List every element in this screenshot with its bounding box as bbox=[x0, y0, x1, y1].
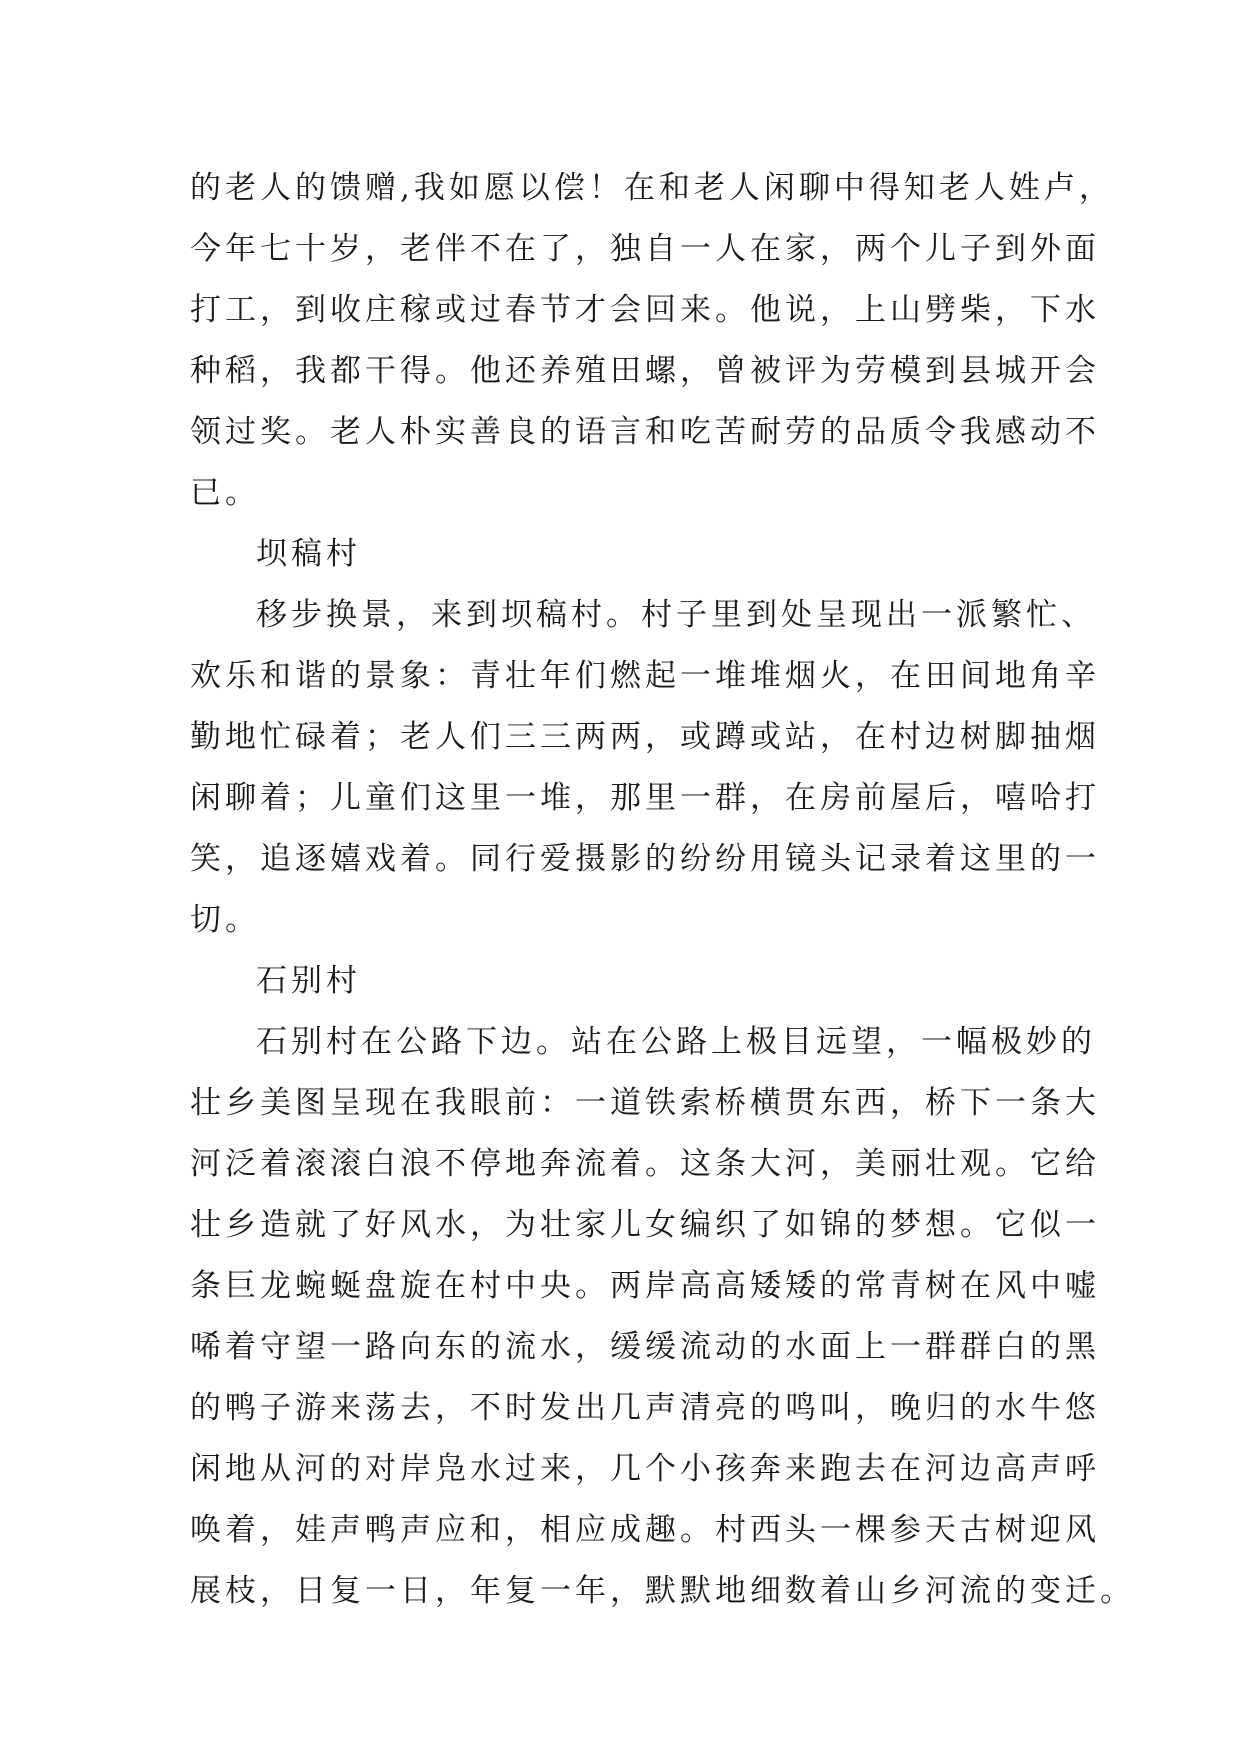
text-line: 唏着守望一路向东的流水，缓缓流动的水面上一群群白的黑 bbox=[190, 1329, 1100, 1365]
text-line: 展枝，日复一日，年复一年，默默地细数着山乡河流的变迁。 bbox=[190, 1573, 1135, 1609]
text-line: 移步换景，来到坝稿村。村子里到处呈现出一派繁忙、 bbox=[256, 597, 1096, 633]
text-line: 的老人的馈赠,我如愿以偿！在和老人闲聊中得知老人姓卢， bbox=[190, 170, 1114, 206]
article-body bbox=[190, 158, 1135, 1622]
text-line: 唤着，娃声鸭声应和，相应成趣。村西头一棵参天古树迎风 bbox=[190, 1512, 1100, 1548]
text-line: 石别村在公路下边。站在公路上极目远望，一幅极妙的 bbox=[256, 1024, 1096, 1060]
text-line: 领过奖。老人朴实善良的语言和吃苦耐劳的品质令我感动不 bbox=[190, 414, 1100, 450]
text-line: 壮乡造就了好风水，为壮家儿女编织了如锦的梦想。它似一 bbox=[190, 1207, 1100, 1243]
text-line: 壮乡美图呈现在我眼前：一道铁索桥横贯东西，桥下一条大 bbox=[190, 1085, 1100, 1121]
section-heading-shibie: 石别村 bbox=[256, 963, 361, 999]
text-line: 的鸭子游来荡去，不时发出几声清亮的鸣叫，晚归的水牛悠 bbox=[190, 1390, 1100, 1426]
text-line: 河泛着滚滚白浪不停地奔流着。这条大河，美丽壮观。它给 bbox=[190, 1146, 1100, 1182]
text-line: 笑，追逐嬉戏着。同行爱摄影的纷纷用镜头记录着这里的一 bbox=[190, 841, 1100, 877]
section-heading-bagao: 坝稿村 bbox=[256, 536, 361, 572]
text-line: 今年七十岁，老伴不在了，独自一人在家，两个儿子到外面 bbox=[190, 231, 1100, 267]
text-line: 条巨龙蜿蜒盘旋在村中央。两岸高高矮矮的常青树在风中嘘 bbox=[190, 1268, 1100, 1304]
text-line: 闲地从河的对岸凫水过来，几个小孩奔来跑去在河边高声呼 bbox=[190, 1451, 1100, 1487]
text-line: 切。 bbox=[190, 902, 260, 938]
text-line: 欢乐和谐的景象：青壮年们燃起一堆堆烟火，在田间地角辛 bbox=[190, 658, 1100, 694]
text-line: 闲聊着；儿童们这里一堆，那里一群，在房前屋后，嘻哈打 bbox=[190, 780, 1100, 816]
text-line: 已。 bbox=[190, 475, 260, 511]
text-line: 种稻，我都干得。他还养殖田螺，曾被评为劳模到县城开会 bbox=[190, 353, 1100, 389]
text-line: 打工，到收庄稼或过春节才会回来。他说，上山劈柴，下水 bbox=[190, 292, 1100, 328]
text-line: 勤地忙碌着；老人们三三两两，或蹲或站，在村边树脚抽烟 bbox=[190, 719, 1100, 755]
